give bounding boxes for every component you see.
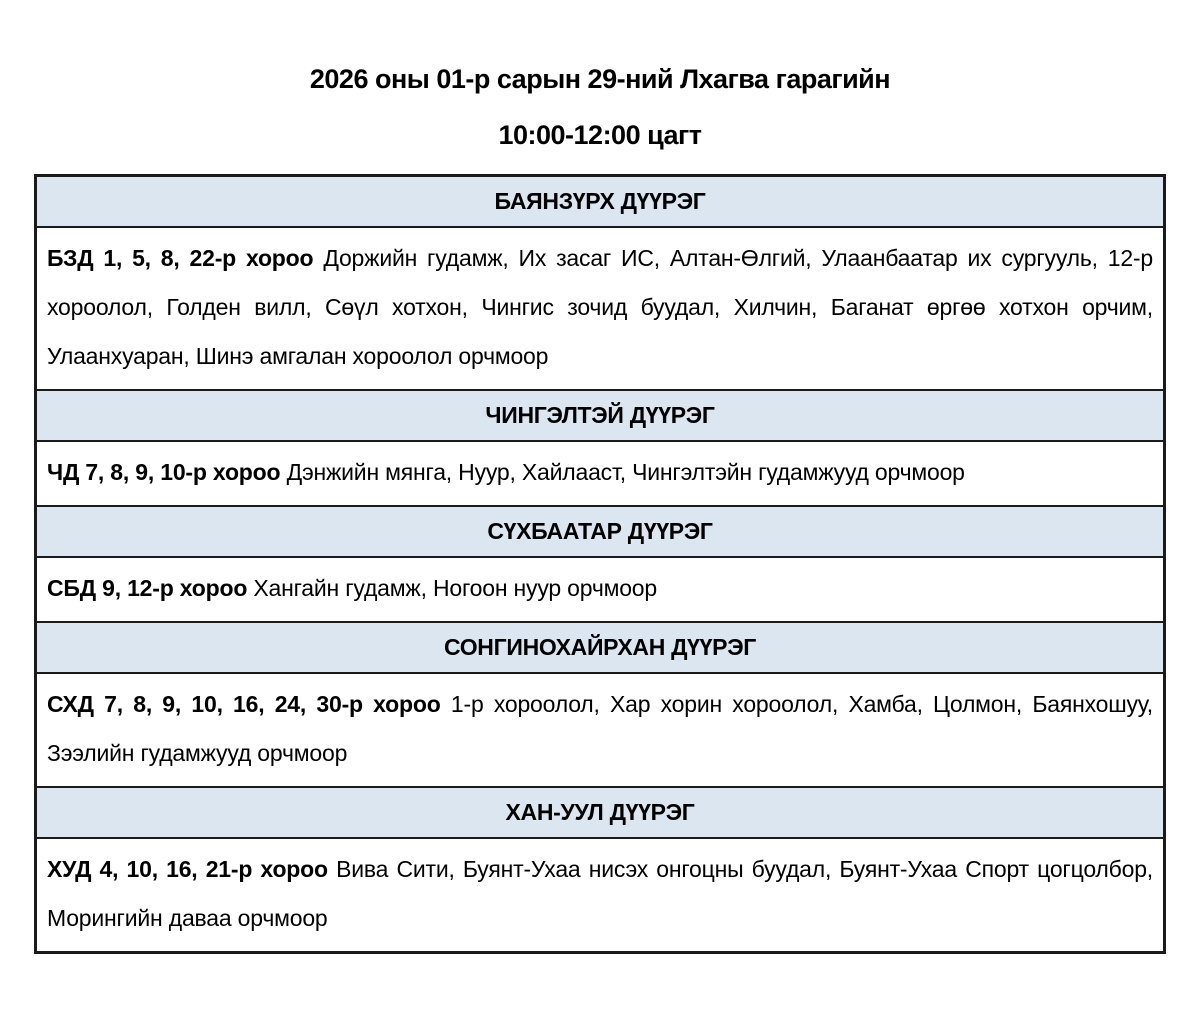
khoroo-code: СХД 7, 8, 9, 10, 16, 24, 30-р хороо [47, 691, 441, 717]
table-row [36, 227, 1165, 390]
area-list: Хангайн гудамж, Ногоон нуур орчмоор [253, 575, 657, 601]
khoroo-code: ХУД 4, 10, 16, 21-р хороо [47, 856, 328, 882]
area-list: Доржийн гудамж, Их засаг ИС, Алтан-Өлгий, Улаанбаатар их сургууль, 12-р хороолол, Голден вилл, Сөүл хотхон, Чингис зочид буудал, Хилчин, Баганат өргөө хотхон орчим, Улаанхуаран, Шинэ амгалан хороолол орчмоор [47, 245, 1153, 369]
district-header-row [36, 506, 1165, 557]
notice-time-title: 10:00-12:00 цагт [498, 120, 702, 150]
outage-schedule-table [34, 174, 1166, 954]
area-cell-songinokhairkhan [36, 673, 1165, 787]
table-row [36, 557, 1165, 622]
district-header-chingeltei: ЧИНГЭЛТЭЙ ДҮҮРЭГ [36, 390, 1165, 441]
district-header-sukhbaatar: СҮХБААТАР ДҮҮРЭГ [36, 506, 1165, 557]
table-row [36, 441, 1165, 506]
area-list: 1-р хороолол, Хар хорин хороолол, Хамба, Цолмон, Баянхошуу, Зээлийн гудамжууд орчмоор [47, 691, 1153, 766]
district-header-khan-uul: ХАН-УУЛ ДҮҮРЭГ [36, 787, 1165, 838]
khoroo-code: ЧД 7, 8, 9, 10-р хороо [47, 459, 281, 485]
khoroo-code: БЗД 1, 5, 8, 22-р хороо [47, 245, 314, 271]
area-list: Вива Сити, Буянт-Ухаа нисэх онгоцны буудал, Буянт-Ухаа Спорт цогцолбор, Морингийн даваа орчмоор [47, 856, 1153, 931]
district-header-row [36, 622, 1165, 673]
area-cell-khan-uul [36, 838, 1165, 953]
district-header-bayanzurkh: БАЯНЗҮРХ ДҮҮРЭГ [36, 176, 1165, 228]
district-header-row [36, 390, 1165, 441]
khoroo-code: СБД 9, 12-р хороо [47, 575, 248, 601]
table-row [36, 838, 1165, 953]
district-header-row [36, 787, 1165, 838]
area-list: Дэнжийн мянга, Нуур, Хайлааст, Чингэлтэйн гудамжууд орчмоор [286, 459, 965, 485]
district-header-row [36, 176, 1165, 228]
notice-title [0, 0, 1200, 150]
area-cell-chingeltei [36, 441, 1165, 506]
notice-date-title: 2026 оны 01-р сарын 29-ний Лхагва гарагийн [309, 64, 891, 94]
area-cell-sukhbaatar [36, 557, 1165, 622]
table-row [36, 673, 1165, 787]
area-cell-bayanzurkh [36, 227, 1165, 390]
district-header-songinokhairkhan: СОНГИНОХАЙРХАН ДҮҮРЭГ [36, 622, 1165, 673]
